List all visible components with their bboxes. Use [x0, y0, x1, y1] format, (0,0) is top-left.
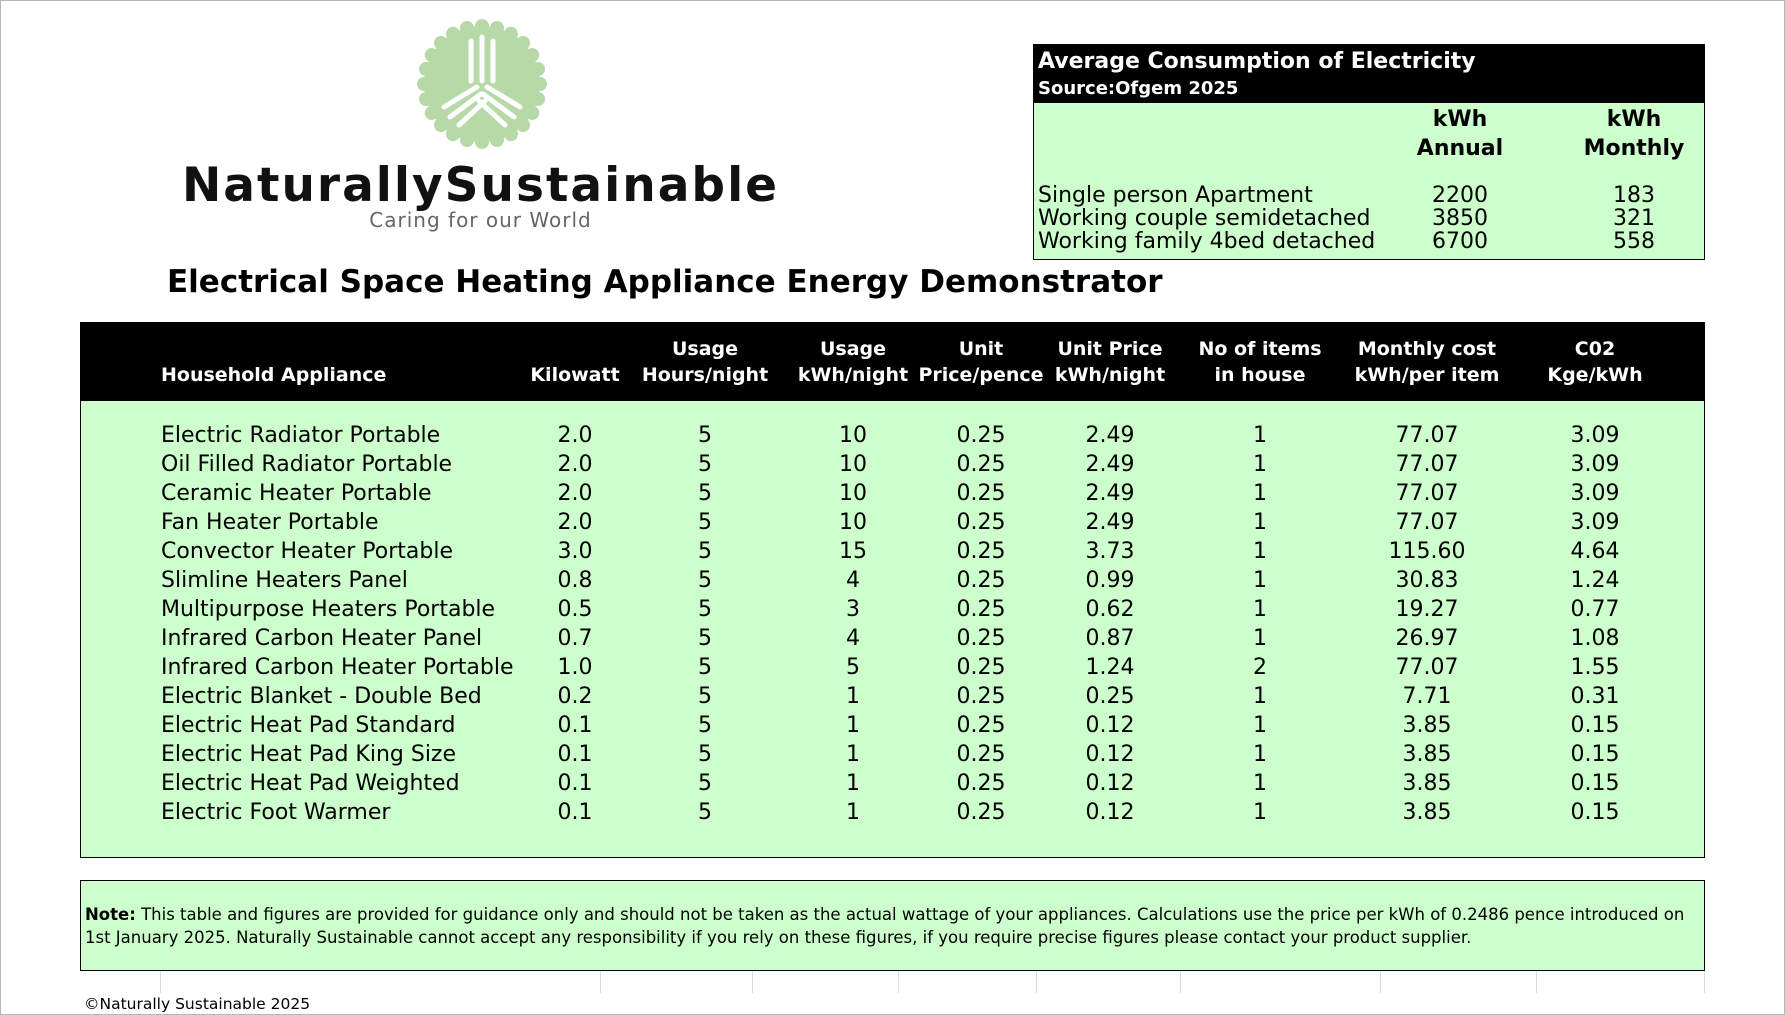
average-row	[1038, 230, 1698, 253]
table-row	[81, 479, 1704, 508]
table-cell: 19.27	[1395, 597, 1459, 622]
table-cell: 0.2	[557, 684, 593, 709]
table-cell: 26.97	[1395, 626, 1459, 651]
column-header-line: Price/pence	[918, 364, 1044, 386]
annual-unit: kWh	[1432, 107, 1488, 132]
table-cell: 2.49	[1085, 452, 1135, 477]
table-cell: 0.62	[1085, 597, 1135, 622]
table-cell: 1	[846, 742, 860, 767]
table-cell: 2	[1253, 655, 1267, 680]
table-cell: 1.0	[557, 655, 593, 680]
table-cell: 1	[1253, 481, 1267, 506]
table-cell: Electric Heat Pad Weighted	[161, 771, 460, 796]
table-cell: 77.07	[1395, 655, 1459, 680]
table-cell: Electric Heat Pad King Size	[161, 742, 457, 767]
logo-icon	[417, 19, 547, 149]
table-cell: Multipurpose Heaters Portable	[161, 597, 496, 622]
table-cell: 0.25	[956, 771, 1006, 796]
column-header	[161, 323, 501, 401]
column-header-line: No of items	[1198, 338, 1322, 360]
table-cell: 0.25	[956, 452, 1006, 477]
table-row	[81, 450, 1704, 479]
annual-column-header	[1400, 105, 1520, 163]
column-header-line: Monthly cost	[1357, 338, 1497, 360]
table-cell: 5	[698, 655, 712, 680]
table-cell: Electric Heat Pad Standard	[161, 713, 456, 738]
note-label: Note:	[85, 905, 136, 924]
table-cell: 1.55	[1570, 655, 1620, 680]
sheet-gridlines	[80, 971, 1705, 993]
average-row-label: Working family 4bed detached	[1038, 229, 1376, 254]
table-cell: 15	[839, 539, 867, 564]
column-header-line: Usage	[671, 338, 739, 360]
table-row	[81, 798, 1704, 827]
table-cell: 10	[839, 481, 867, 506]
brand-tagline: Caring for our World	[369, 208, 592, 232]
column-header-line: Usage	[819, 338, 887, 360]
table-cell: 3.09	[1570, 452, 1620, 477]
table-cell: 5	[698, 742, 712, 767]
table-cell: 1	[1253, 510, 1267, 535]
table-cell: 5	[698, 481, 712, 506]
average-row-monthly: 558	[1613, 229, 1655, 254]
table-cell: 0.1	[557, 800, 593, 825]
table-cell: 5	[698, 800, 712, 825]
table-cell: 3.0	[557, 539, 593, 564]
table-cell: 0.25	[956, 626, 1006, 651]
column-header-line	[161, 336, 501, 362]
table-row	[81, 566, 1704, 595]
table-cell: 5	[698, 626, 712, 651]
table-cell: 0.25	[956, 568, 1006, 593]
column-header-line: Kge/kWh	[1547, 364, 1643, 386]
gridline	[1536, 971, 1537, 993]
table-cell: 0.1	[557, 742, 593, 767]
table-cell: 0.25	[956, 655, 1006, 680]
table-cell: 2.0	[557, 510, 593, 535]
average-row-label: Single person Apartment	[1038, 183, 1313, 208]
table-row	[81, 595, 1704, 624]
table-row	[81, 711, 1704, 740]
table-cell: 1	[1253, 597, 1267, 622]
column-header-line: in house	[1214, 364, 1306, 386]
table-cell: 0.12	[1085, 771, 1135, 796]
gridline	[752, 971, 753, 993]
table-row	[81, 421, 1704, 450]
gridline	[1704, 971, 1705, 993]
average-consumption-panel	[1033, 44, 1705, 260]
table-cell: Infrared Carbon Heater Portable	[161, 655, 514, 680]
table-cell: Electric Blanket - Double Bed	[161, 684, 482, 709]
table-cell: 0.25	[956, 684, 1006, 709]
gridline	[160, 971, 161, 993]
table-cell: 2.0	[557, 452, 593, 477]
table-cell: 0.15	[1570, 742, 1620, 767]
table-cell: 3.09	[1570, 481, 1620, 506]
table-cell: 0.25	[956, 539, 1006, 564]
table-cell: 1	[1253, 800, 1267, 825]
table-cell: 1	[1253, 684, 1267, 709]
table-cell: 0.25	[956, 742, 1006, 767]
column-header-line: C02	[1574, 338, 1616, 360]
table-cell: 10	[839, 452, 867, 477]
table-cell: 4.64	[1570, 539, 1620, 564]
column-header	[1495, 323, 1695, 401]
table-cell: 2.49	[1085, 481, 1135, 506]
table-cell: 5	[698, 713, 712, 738]
table-cell: 0.25	[956, 713, 1006, 738]
table-cell: 5	[698, 510, 712, 535]
table-cell: 0.99	[1085, 568, 1135, 593]
gridline	[1180, 971, 1181, 993]
appliance-table-header	[81, 323, 1704, 401]
table-cell: 3.85	[1402, 771, 1452, 796]
table-cell: 5	[698, 684, 712, 709]
table-cell: 1	[1253, 713, 1267, 738]
average-row	[1038, 184, 1698, 207]
table-cell: 5	[846, 655, 860, 680]
average-row-monthly: 321	[1613, 206, 1655, 231]
table-row	[81, 624, 1704, 653]
table-cell: 0.25	[956, 800, 1006, 825]
column-header	[1037, 323, 1183, 401]
table-cell: 4	[846, 568, 860, 593]
table-cell: 1	[1253, 771, 1267, 796]
table-cell: 1.24	[1570, 568, 1620, 593]
table-cell: Electric Foot Warmer	[161, 800, 391, 825]
table-cell: 5	[698, 423, 712, 448]
table-cell: Ceramic Heater Portable	[161, 481, 432, 506]
table-cell: 0.12	[1085, 713, 1135, 738]
table-cell: 7.71	[1402, 684, 1452, 709]
table-cell: 4	[846, 626, 860, 651]
table-cell: 3.85	[1402, 800, 1452, 825]
table-cell: 115.60	[1388, 539, 1466, 564]
average-row-annual: 2200	[1432, 183, 1488, 208]
table-cell: 3.09	[1570, 510, 1620, 535]
table-cell: Infrared Carbon Heater Panel	[161, 626, 483, 651]
table-cell: 1	[1253, 568, 1267, 593]
page-title: Electrical Space Heating Appliance Energy Demonstrator	[167, 264, 1163, 300]
table-cell: 1	[846, 713, 860, 738]
table-cell: 1.08	[1570, 626, 1620, 651]
column-header-line: Household Appliance	[161, 364, 387, 386]
gridline	[1380, 971, 1381, 993]
table-cell: 0.5	[557, 597, 593, 622]
table-cell: Electric Radiator Portable	[161, 423, 441, 448]
table-cell: 0.15	[1570, 800, 1620, 825]
table-cell: Slimline Heaters Panel	[161, 568, 408, 593]
gridline	[600, 971, 601, 993]
average-row	[1038, 207, 1698, 230]
average-row-monthly: 183	[1613, 183, 1655, 208]
table-cell: 1	[1253, 742, 1267, 767]
table-cell: 1	[1253, 452, 1267, 477]
average-consumption-source: Source:Ofgem 2025	[1038, 78, 1239, 99]
average-row-label: Working couple semidetached	[1038, 206, 1371, 231]
table-cell: 1	[1253, 539, 1267, 564]
column-header	[1167, 323, 1353, 401]
table-cell: Fan Heater Portable	[161, 510, 379, 535]
brand-name: NaturallySustainable	[181, 158, 780, 213]
table-row	[81, 508, 1704, 537]
table-cell: 1	[1253, 423, 1267, 448]
table-cell: 2.0	[557, 423, 593, 448]
table-cell: 0.1	[557, 771, 593, 796]
table-cell: Oil Filled Radiator Portable	[161, 452, 453, 477]
table-cell: 0.25	[1085, 684, 1135, 709]
table-cell: 3.85	[1402, 713, 1452, 738]
table-cell: 5	[698, 568, 712, 593]
table-cell: 3.85	[1402, 742, 1452, 767]
table-cell: 0.12	[1085, 800, 1135, 825]
table-cell: 0.15	[1570, 771, 1620, 796]
monthly-column-header	[1574, 105, 1694, 163]
gridline	[898, 971, 899, 993]
appliance-table	[80, 322, 1705, 858]
table-row	[81, 769, 1704, 798]
copyright: ©Naturally Sustainable 2025	[84, 995, 311, 1013]
monthly-unit: kWh	[1606, 107, 1662, 132]
average-row-annual: 6700	[1432, 229, 1488, 254]
table-cell: 77.07	[1395, 510, 1459, 535]
disclaimer-note	[80, 880, 1705, 971]
column-header-line: kWh/night	[797, 364, 909, 386]
table-cell: 0.7	[557, 626, 593, 651]
average-row-annual: 3850	[1432, 206, 1488, 231]
table-cell: 0.8	[557, 568, 593, 593]
table-cell: 77.07	[1395, 423, 1459, 448]
table-cell: 0.15	[1570, 713, 1620, 738]
column-header-line: kWh/night	[1054, 364, 1166, 386]
column-header-line: kWh/per item	[1354, 364, 1500, 386]
table-cell: 1	[846, 771, 860, 796]
table-cell: 2.49	[1085, 510, 1135, 535]
table-cell: 0.31	[1570, 684, 1620, 709]
note-text: This table and figures are provided for guidance only and should not be taken as the actual wattage of your appliances. Calculations use the price per kWh of 0.2486 pence introduced on 1st January 2025. Naturally Sustainable cannot accept any responsibility if you rely on these figures, if you require precise figures please contact your product supplier.	[85, 905, 1685, 947]
table-cell: 0.25	[956, 510, 1006, 535]
table-cell: 0.77	[1570, 597, 1620, 622]
table-cell: 2.49	[1085, 423, 1135, 448]
table-cell: 0.25	[956, 481, 1006, 506]
table-cell: 0.25	[956, 423, 1006, 448]
monthly-label: Monthly	[1583, 136, 1685, 161]
table-cell: 0.12	[1085, 742, 1135, 767]
table-cell: 77.07	[1395, 452, 1459, 477]
table-row	[81, 653, 1704, 682]
table-row	[81, 682, 1704, 711]
table-cell: 5	[698, 539, 712, 564]
table-cell: 5	[698, 452, 712, 477]
table-row	[81, 537, 1704, 566]
table-cell: 2.0	[557, 481, 593, 506]
table-cell: 10	[839, 510, 867, 535]
table-cell: 10	[839, 423, 867, 448]
column-header-line: Kilowatt	[530, 364, 620, 386]
table-cell: Convector Heater Portable	[161, 539, 454, 564]
table-cell: 30.83	[1395, 568, 1459, 593]
average-consumption-title: Average Consumption of Electricity	[1038, 49, 1476, 74]
table-cell: 0.1	[557, 713, 593, 738]
average-consumption-header	[1034, 45, 1704, 103]
table-cell: 0.25	[956, 597, 1006, 622]
column-header-line: Unit	[958, 338, 1004, 360]
table-cell: 1	[846, 684, 860, 709]
appliance-table-body	[81, 421, 1704, 827]
annual-label: Annual	[1416, 136, 1504, 161]
table-cell: 1.24	[1085, 655, 1135, 680]
column-header-line: Unit Price	[1057, 338, 1163, 360]
table-cell: 3.09	[1570, 423, 1620, 448]
table-cell: 77.07	[1395, 481, 1459, 506]
table-cell: 5	[698, 771, 712, 796]
table-cell: 3.73	[1085, 539, 1135, 564]
gridline	[1036, 971, 1037, 993]
table-cell: 0.87	[1085, 626, 1135, 651]
table-row	[81, 740, 1704, 769]
table-cell: 5	[698, 597, 712, 622]
table-cell: 1	[1253, 626, 1267, 651]
table-cell: 1	[846, 800, 860, 825]
table-cell: 3	[846, 597, 860, 622]
column-header-line: Hours/night	[641, 364, 769, 386]
